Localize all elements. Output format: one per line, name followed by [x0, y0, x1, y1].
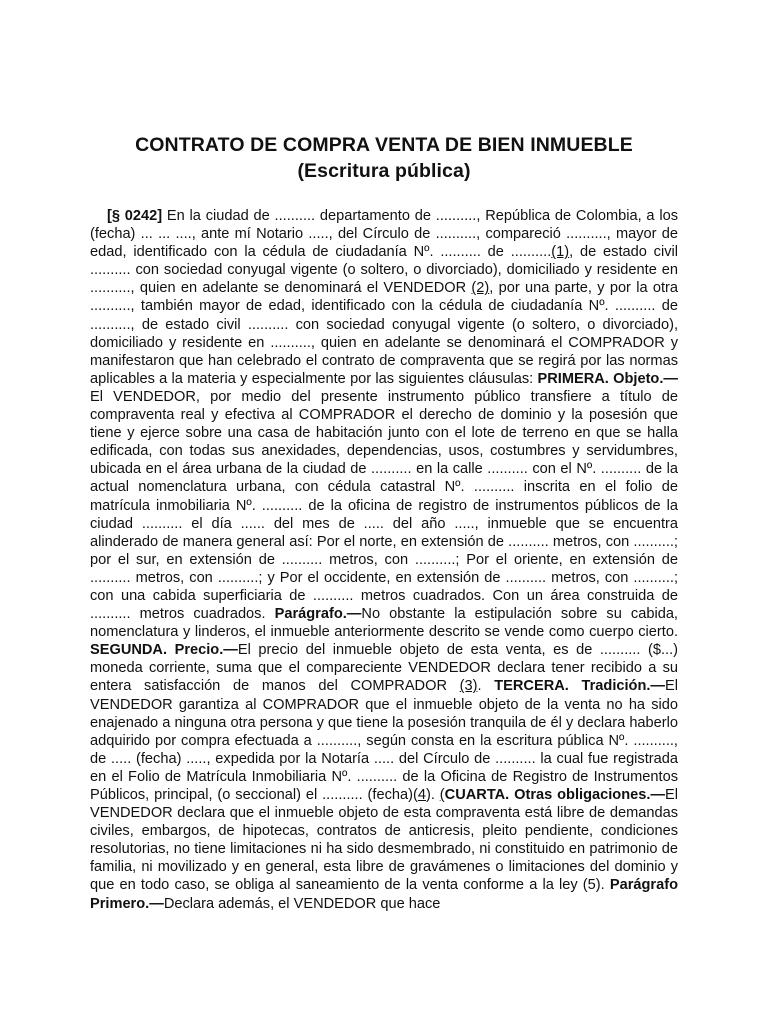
footnote-reference: (3) — [459, 678, 478, 695]
footnote-reference: (2) — [471, 280, 490, 297]
clause-heading: CUARTA. Otras obligaciones.— — [444, 787, 665, 803]
body-text-run: , de estado civil .......... con sociedad conyugal vigente (o soltero, o divorciado), domiciliado y residente en .........., quien en adelante se denominará el VENDEDOR — [90, 244, 678, 297]
document-subtitle: (Escritura pública) — [297, 160, 471, 182]
body-text-run: ). — [425, 787, 440, 803]
body-text-run: El VENDEDOR garantiza al COMPRADOR que el inmueble objeto de la venta no ha sido enajenado a ninguna otra persona y que tiene la posesión tranquila de él y declara haberlo adquirido por compra efectuada a .........., según consta en la escritura pública Nº. .........., de ..... (fecha) ....., expedida por la Notaría ..... del Círculo de .......... la cual fue registrada en el Folio de Matrícula Inmobiliaria Nº. .......... de la Oficina de Registro de Instrumentos Públicos, principal, (o seccional) el .......... (fecha)( — [90, 678, 679, 803]
body-text-run: , por una parte, y por la otra .........., también mayor de edad, identificado con la cédula de ciudadanía Nº. .......... de .........., de estado civil .......... con sociedad conyugal vigente (o soltero, o divorciado), domiciliado y residente en .........., quien en adelante se denominará el COMPRADOR y manifestaron que han celebrado el contrato de compraventa que se regirá por las normas aplicables a la materia y especialmente por las siguientes cláusulas: — [90, 280, 679, 387]
clause-heading: SEGUNDA. Precio.— — [90, 642, 238, 659]
footnote-reference: ( — [439, 787, 445, 803]
body-text-run: En la ciudad de .......... departamento de .........., República de Colombia, a los (fecha) ... ... ...., ante mí Notario ....., del Círculo de .........., compareció .........., mayor de edad, identificado con la cédula de ciudadanía Nº. .......... de .......... — [90, 208, 679, 261]
contract-body-paragraph — [90, 207, 678, 913]
body-text-run: . — [477, 678, 495, 695]
document-title: CONTRATO DE COMPRA VENTA DE BIEN INMUEBLE — [135, 134, 633, 156]
footnote-reference: 4 — [417, 787, 426, 803]
body-text-run: El precio del inmueble objeto de esta venta, es de .......... ($...) moneda corriente, suma que el compareciente VENDEDOR declara tener recibido a su entera satisfacción de manos del COMPRADOR — [90, 642, 678, 695]
clause-heading: Parágrafo Primero.— — [90, 877, 678, 912]
clause-heading: [§ 0242] — [107, 208, 163, 224]
body-text-run: El VENDEDOR declara que el inmueble objeto de esta compraventa está libre de demandas civiles, embargos, de hipotecas, contratos de anticresis, pleito pendiente, condiciones resolutorias, no tiene limitaciones ni ha sido desmembrado, ni constituido en patrimonio de familia, ni movilizado y en general, esta libre de gravámenes o limitaciones del dominio y que en todo caso, se obliga al saneamiento de la venta conforme a la ley (5). — [90, 787, 678, 894]
body-text-run: Declara además, el VENDEDOR que hace — [163, 895, 441, 912]
body-text-run: No obstante la estipulación sobre su cabida, nomenclatura y linderos, el inmueble anteriormente descrito se vende como cuerpo cierto. — [90, 606, 678, 641]
footnote-reference: (1) — [551, 244, 570, 261]
clause-heading: TERCERA. Tradición.— — [494, 678, 666, 695]
clause-heading: PRIMERA. Objeto.— — [537, 370, 678, 387]
body-text-run: El VENDEDOR, por medio del presente instrumento público transfiere a título de compraventa real y efectiva al COMPRADOR el derecho de dominio y la posesión que tiene y ejerce sobre una casa de habitación junto con el lote de terreno en que se halla edificada, con todas sus anexidades, dependencias, usos, costumbres y servidumbres, ubicada en el área urbana de la ciudad de .......... en la calle .......... con el Nº. .......... de la actual nomenclatura urbana, con cédula catastral Nº. .......... inscrita en el folio de matrícula inmobiliaria Nº. .......... de la oficina de registro de instrumentos públicos de la ciudad .......... el día ...... del mes de ..... del año ....., inmueble que se encuentra alinderado de manera general así: Por el norte, en extensión de .......... metros, con ..........; por el sur, en extensión de .......... metros, con ..........; Por el oriente, en extensión de .......... metros, con ..........; y Por el occidente, en extensión de .......... metros, con ..........; con una cabida superficiaria de .......... metros cuadrados. Con un área construida de .......... metros cuadrados. — [90, 388, 678, 623]
clause-heading: Parágrafo.— — [274, 606, 362, 623]
